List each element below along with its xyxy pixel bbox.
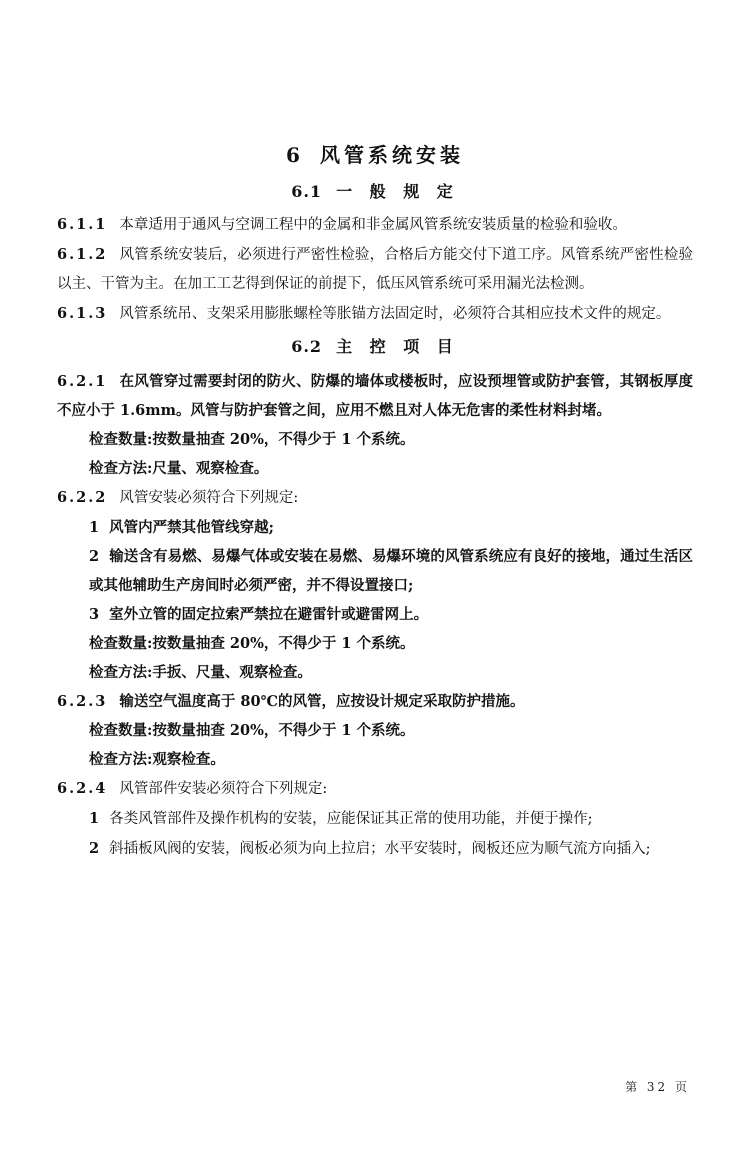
clause-text: 本章适用于通风与空调工程中的金属和非金属风管系统安装质量的检验和验收。 [119,217,627,233]
item-text: 斜插板风阀的安装，阀板必须为向上拉启；水平安装时，阀板还应为顺气流方向插入; [109,841,651,857]
clause-text: 输送空气温度高于 80℃的风管，应按设计规定采取防护措施。 [119,693,525,710]
check-quantity: 检查数量:按数量抽查 20%，不得少于 1 个系统。 [89,722,415,739]
clause-number: 6.2.1 [57,373,108,390]
clause-6-2-3 [57,687,693,716]
clause-number: 6.2.4 [57,780,108,797]
page-number: 第 32 页 [625,1080,690,1094]
check-method: 检查方法:手扳、尺量、观察检查。 [89,664,312,681]
item-number: 2 [89,548,100,565]
chapter-number: 6 [286,143,300,167]
list-item [57,513,693,542]
clause-6-1-2 [57,240,693,299]
clause-number: 6.1.1 [57,216,108,233]
clause-text: 风管安装必须符合下列规定: [119,490,299,506]
clause-6-2-4 [57,774,693,804]
item-number: 2 [89,840,100,857]
document-page [57,140,693,864]
item-number: 3 [89,606,100,623]
chapter-heading [57,140,693,170]
list-item [57,834,693,864]
clause-text: 在风管穿过需要封闭的防火、防爆的墙体或楼板时，应设预埋管或防护套管，其钢板厚度不应小于 1.6mm。风管与防护套管之间，应用不燃且对人体无危害的柔性材料封堵。 [57,373,693,419]
clause-text: 风管系统安装后，必须进行严密性检验，合格后方能交付下道工序。风管系统严密性检验以主、干管为主。在加工工艺得到保证的前提下，低压风管系统可采用漏光法检测。 [57,247,693,292]
section-heading-6-1 [57,176,693,208]
clause-text: 风管系统吊、支架采用膨胀螺栓等胀锚方法固定时，必须符合其相应技术文件的规定。 [119,306,671,322]
clause-number: 6.2.3 [57,693,108,710]
item-text: 输送含有易燃、易爆气体或安装在易燃、易爆环境的风管系统应有良好的接地，通过生活区或其他辅助生产房间时必须严密，并不得设置接口; [89,548,693,594]
check-quantity: 检查数量:按数量抽查 20%，不得少于 1 个系统。 [89,635,415,652]
check-method: 检查方法:尺量、观察检查。 [89,460,269,477]
item-number: 1 [89,810,100,827]
clause-6-1-3 [57,299,693,329]
clause-text: 风管部件安装必须符合下列规定: [119,781,328,797]
section-number: 6.1 [291,182,323,201]
clause-6-1-1 [57,210,693,240]
section-title: 一 般 规 定 [336,182,459,201]
item-text: 风管内严禁其他管线穿越; [109,519,274,536]
clause-number: 6.1.2 [57,246,108,263]
clause-number: 6.2.2 [57,489,108,506]
item-text: 各类风管部件及操作机构的安装，应能保证其正常的使用功能，并便于操作; [109,811,593,827]
clause-number: 6.1.3 [57,305,108,322]
list-item [57,600,693,629]
item-number: 1 [89,519,100,536]
item-text: 室外立管的固定拉索严禁拉在避雷针或避雷网上。 [109,606,429,623]
list-item [57,804,693,834]
chapter-title: 风管系统安装 [319,143,464,167]
check-quantity: 检查数量:按数量抽查 20%，不得少于 1 个系统。 [89,431,415,448]
section-title: 主 控 项 目 [336,337,459,356]
list-item [57,542,693,600]
clause-6-2-1 [57,367,693,425]
section-number: 6.2 [291,337,323,356]
check-method: 检查方法:观察检查。 [89,751,225,768]
clause-6-2-2 [57,483,693,513]
section-heading-6-2 [57,331,693,363]
